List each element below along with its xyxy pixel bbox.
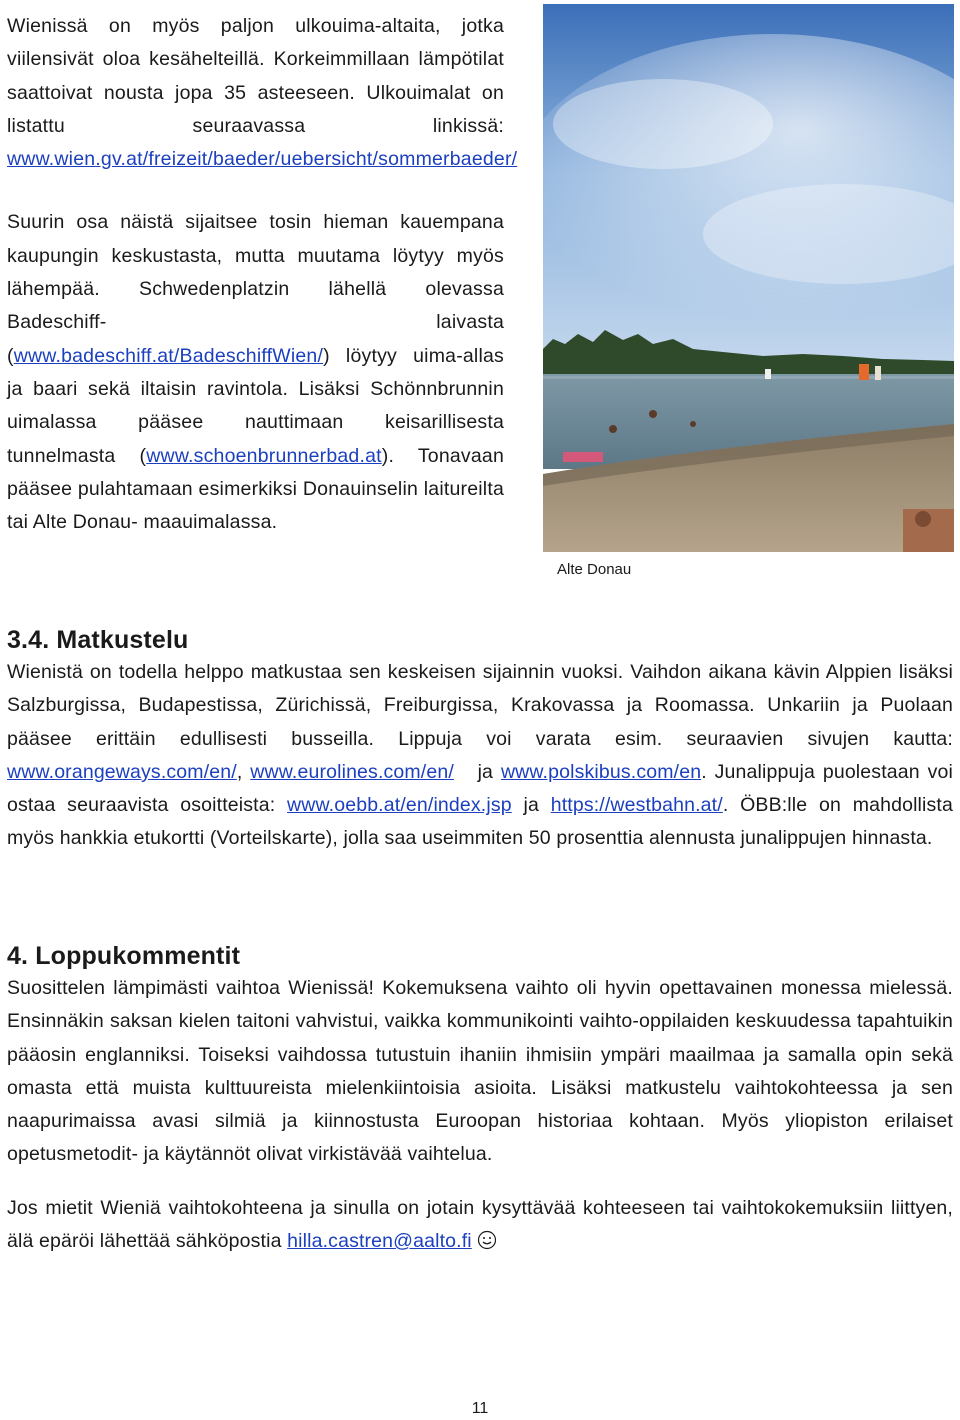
oebb-link[interactable]: www.oebb.at/en/index.jsp (287, 794, 512, 817)
smiley-icon (477, 1228, 497, 1261)
orangeways-link[interactable]: www.orangeways.com/en/ (7, 760, 237, 783)
pools-paragraph (7, 10, 518, 176)
contact-text: Jos mietit Wieniä vaihtokohteena ja sinulla on jotain kysyttävää kohteeseen tai vaihtokokemuksiin liittyen, älä epäröi lähettää sähköpostia (7, 1196, 953, 1253)
outdoor-pools-link[interactable]: www.wien.gv.at/freizeit/baeder/uebersicht/sommerbaeder/ (7, 148, 518, 171)
left-text-column (7, 10, 518, 539)
beach-photo (543, 4, 954, 552)
travel-sep-2: ja (453, 760, 501, 783)
polskibus-link[interactable]: www.polskibus.com/en (500, 760, 702, 783)
travel-sep-3: ja (511, 794, 551, 817)
badeschiff-link[interactable]: www.badeschiff.at/BadeschiffWien/ (13, 344, 324, 367)
travel-paragraph (7, 656, 953, 856)
location-text-a: Suurin osa näistä sijaitsee tosin hieman kauempana kaupungin keskustasta, mutta muutama löytyy myös lähempää. Schwedenplatzin lähellä olevassa Badeschiff- laivasta ( (7, 211, 504, 367)
page-number: 11 (471, 1400, 489, 1417)
photo-caption: Alte Donau (557, 561, 632, 578)
email-link[interactable]: hilla.castren@aalto.fi (287, 1230, 472, 1253)
travel-section (7, 624, 953, 856)
pools-location-paragraph (7, 206, 504, 539)
travel-heading: 3.4. Matkustelu (7, 626, 189, 654)
travel-text-a: Wienistä on todella helppo matkustaa sen keskeisen sijainnin vuoksi. Vaihdon aikana kävin Alppien lisäksi Salzburgissa, Budapestissa, Zürichissä, Freiburgissa, Krakovassa ja Roomassa. Unkariin ja Puolaan pääsee erittäin edullisesti busseilla. Lippuja voi varata esim. seuraavien sivujen kautta: (7, 661, 953, 750)
final-paragraph-2 (7, 1192, 953, 1262)
location-text-c: ). Tonavaan pääsee pulahtamaan esimerkiksi Donauinselin laitureilta tai Alte Donau- maauimalassa. (7, 444, 504, 534)
location-text-b: ) löytyy uima-allas ja baari sekä iltaisin ravintola. Lisäksi Schönnbrunnin uimalassa pääsee nauttimaan keisarillisesta tunnelmasta ( (7, 344, 504, 467)
travel-sep-1: , (236, 760, 251, 783)
final-paragraph-1: Suosittelen lämpimästi vaihtoa Wienissä! Kokemuksena vaihto oli hyvin opettavainen monessa mielessä. Ensinnäkin saksan kielen taitoni vahvistui, vaikka kommunikointi vaihto-oppilaiden keskuudessa tapahtuikin pääosin englanniksi. Toiseksi vaihdossa tutustuin ihaniin ihmisiin ympäri maailmaa ja samalla opin sekä omasta että muista kulttuureista mielenkiintoisia asioita. Lisäksi matkustelu vaihtokohteessa ja sen naapurimaissa avasi silmiä ja kiinnostusta Euroopan historiaa kohtaan. Myös yliopiston erilaiset opetusmetodit- ja käytännöt olivat virkistävää vaihtelua. (7, 977, 953, 1166)
eurolines-link[interactable]: www.eurolines.com/en/ (250, 760, 454, 783)
schoenbrunnerbad-link[interactable]: www.schoenbrunnerbad.at (146, 444, 382, 467)
westbahn-link[interactable]: https://westbahn.at/ (550, 794, 723, 817)
travel-text-c: . ÖBB:lle on mahdollista myös hankkia etukortti (Vorteilskarte), jolla saa useimmiten 50 prosenttia alennusta junalippujen hinnasta. (7, 794, 953, 850)
travel-text-b: . Junalippuja puolestaan voi ostaa seuraavista osoitteista: (7, 760, 953, 817)
final-comments-section (7, 940, 953, 1261)
final-heading: 4. Loppukommentit (7, 942, 241, 970)
pools-text: Wienissä on myös paljon ulkouima-altaita, jotka viilensivät oloa kesähelteillä. Korkeimmillaan lämpötilat saattoivat nousta jopa 35 asteeseen. Ulkouimalat on listattu seuraavassa linkissä: (7, 15, 504, 137)
